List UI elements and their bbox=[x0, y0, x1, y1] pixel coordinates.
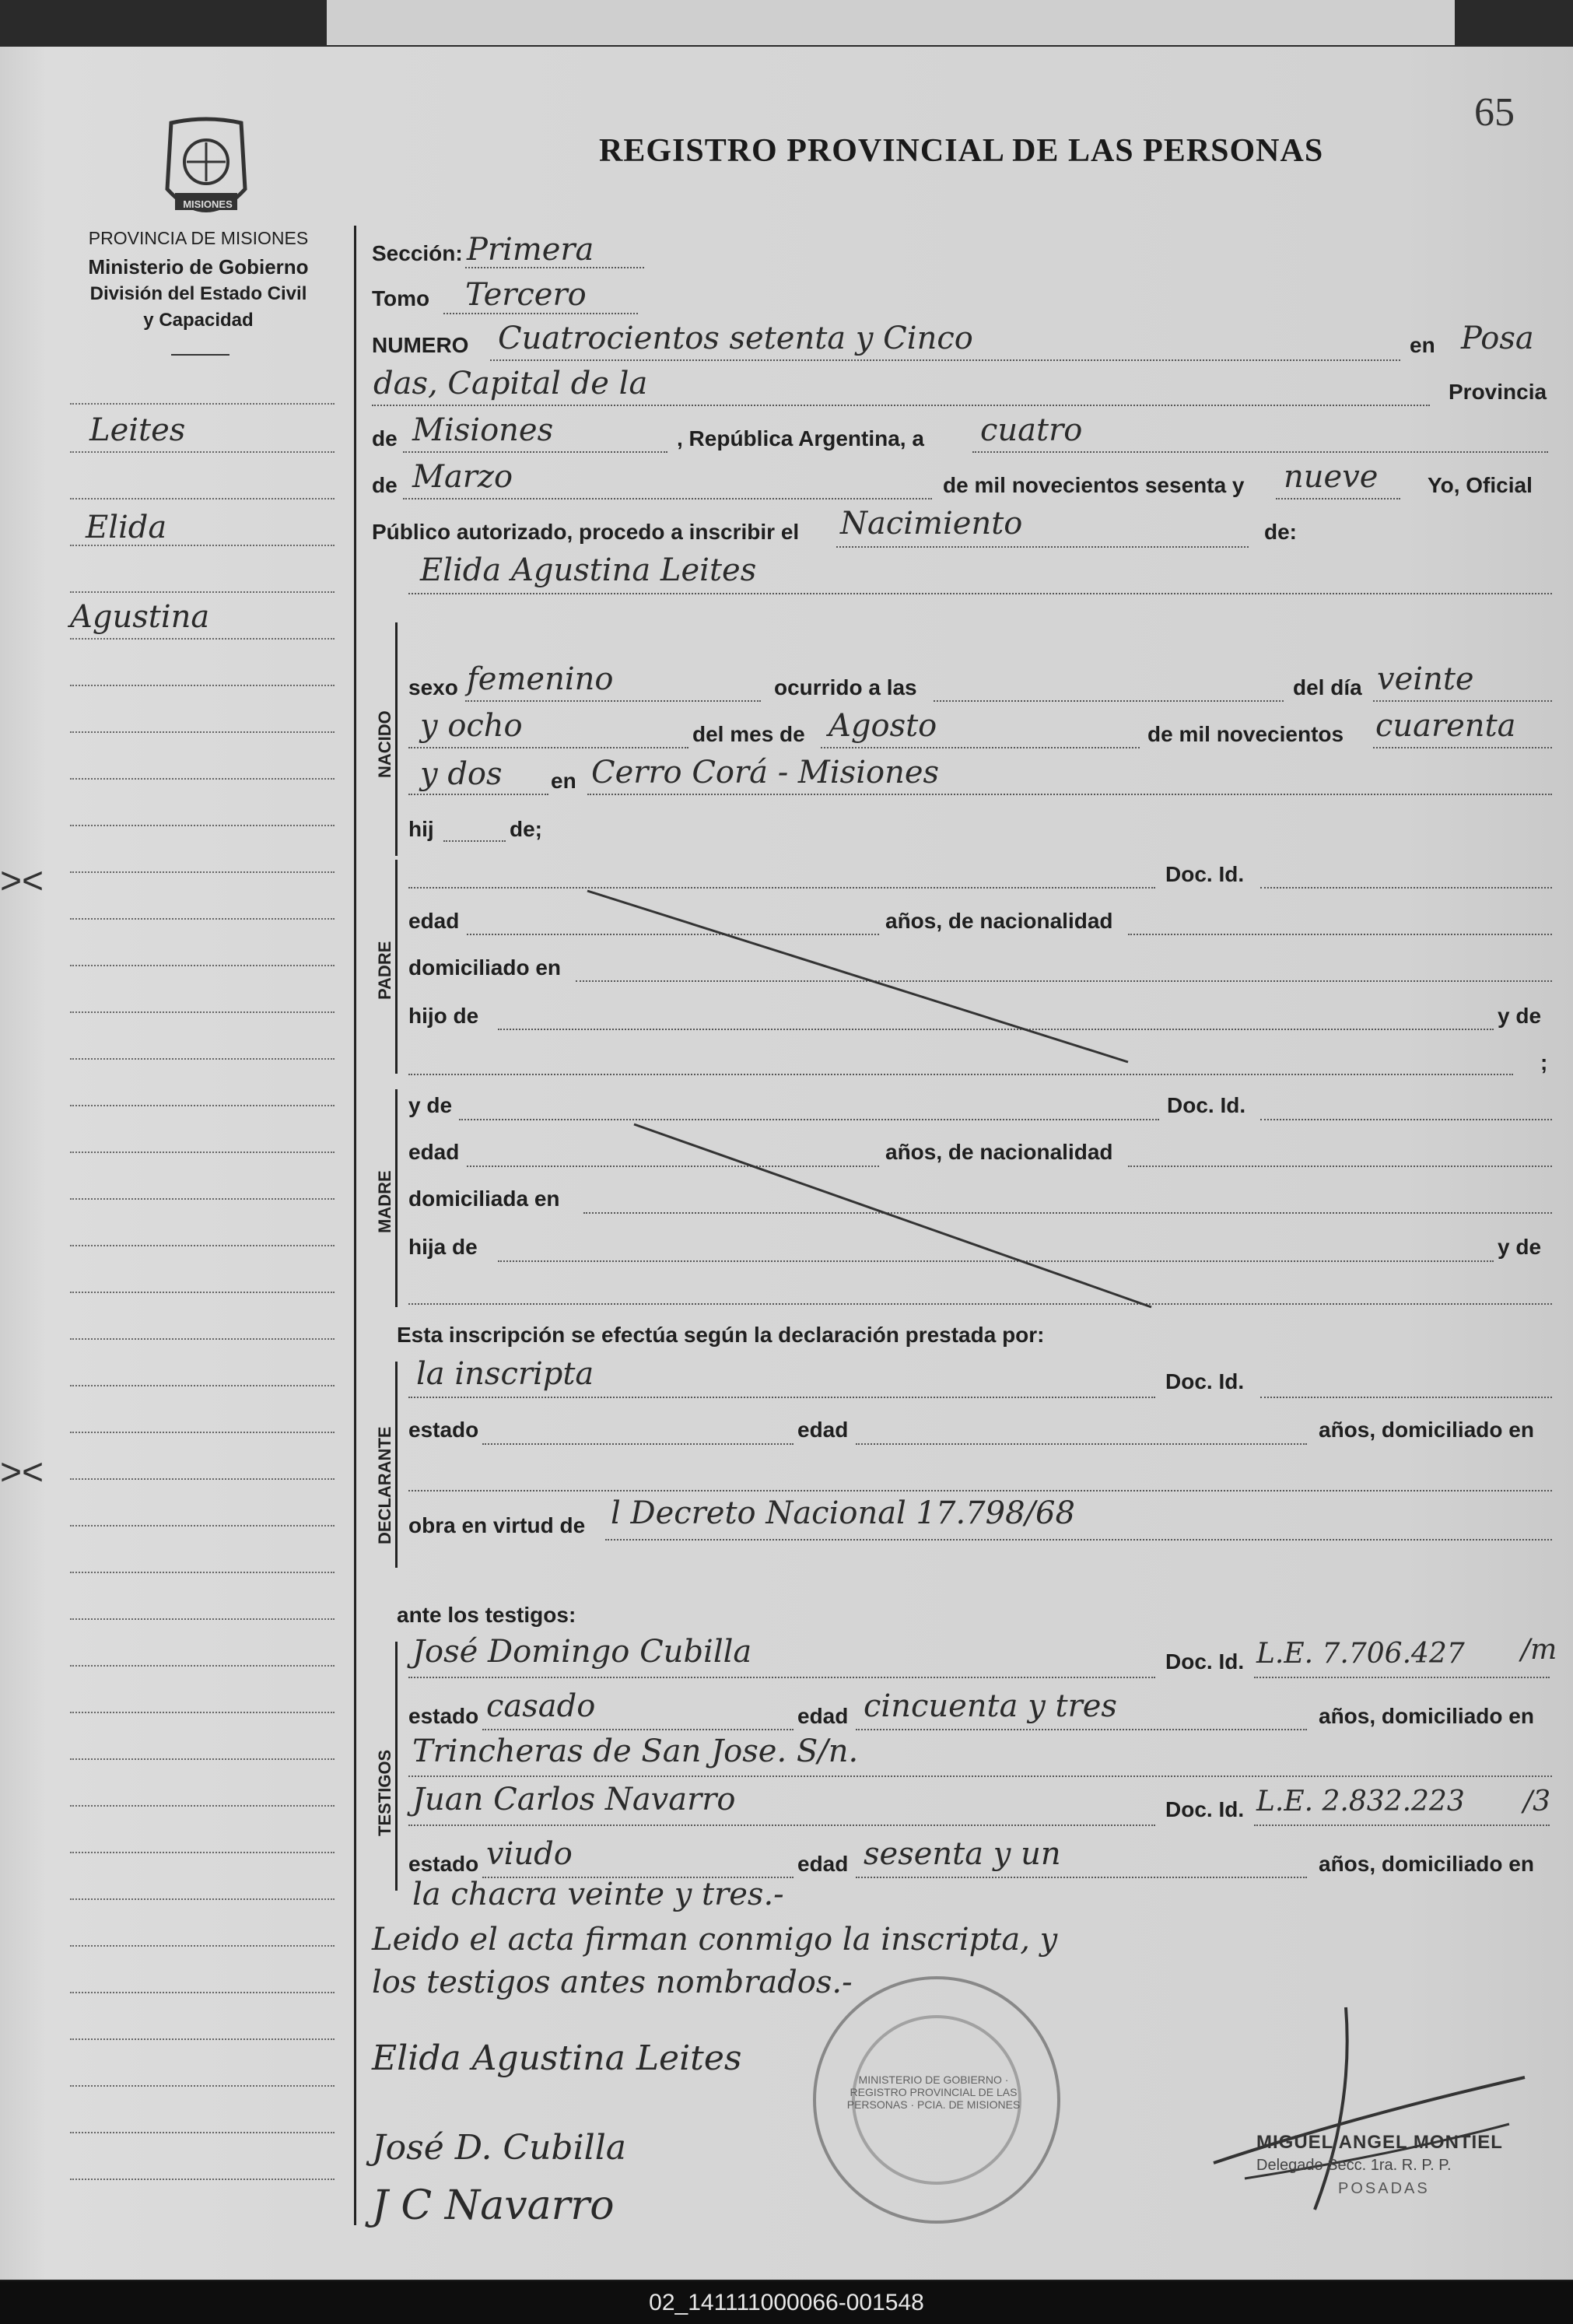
label-mil-sesenta: de mil novecientos sesenta y bbox=[943, 473, 1245, 497]
value-dia-nac-cont: y ocho bbox=[420, 708, 523, 744]
label-doc-id-padre: Doc. Id. bbox=[1165, 862, 1245, 886]
label-ante-testigos: ante los testigos: bbox=[397, 1603, 576, 1627]
label-hija-de: hija de bbox=[408, 1235, 478, 1259]
value-decreto: l Decreto Nacional 17.798/68 bbox=[611, 1495, 1075, 1531]
value-provincia: Misiones bbox=[412, 412, 554, 448]
signature-testigo2: J C Navarro bbox=[372, 2182, 615, 2229]
value-lugar-nac: Cerro Corá - Misiones bbox=[591, 755, 940, 790]
value-testigo1-domicilio: Trincheras de San Jose. S/n. bbox=[412, 1733, 859, 1769]
label-edad-padre: edad bbox=[408, 909, 460, 933]
value-anio-nac-cont: y dos bbox=[420, 756, 503, 792]
label-nacionalidad-padre: años, de nacionalidad bbox=[885, 909, 1113, 933]
value-testigo2-estado: viudo bbox=[486, 1836, 573, 1872]
signature-testigo1: José D. Cubilla bbox=[372, 2128, 627, 2168]
label-edad-declarante: edad bbox=[797, 1418, 849, 1442]
section-bracket-nacido bbox=[395, 622, 398, 856]
label-hijo-de: hijo de bbox=[408, 1004, 479, 1028]
official-city: POSADAS bbox=[1338, 2180, 1430, 2197]
value-nombre: Elida Agustina Leites bbox=[420, 552, 757, 588]
label-en-lugar: en bbox=[551, 769, 576, 793]
crest-icon bbox=[148, 115, 265, 232]
official-name: MIGUEL ANGEL MONTIEL bbox=[1256, 2132, 1503, 2153]
value-declarante: la inscripta bbox=[416, 1356, 594, 1392]
value-sexo: femenino bbox=[467, 661, 614, 697]
label-publico: Público autorizado, procedo a inscribir el bbox=[372, 520, 800, 544]
org-ministry: Ministerio de Gobierno bbox=[88, 255, 309, 279]
label-numero: NUMERO bbox=[372, 333, 469, 357]
section-label-declarante: DECLARANTE bbox=[375, 1426, 394, 1544]
page-title: REGISTRO PROVINCIAL DE LAS PERSONAS bbox=[599, 133, 1324, 169]
section-bracket-madre bbox=[395, 1089, 398, 1307]
label-edad-testigo1: edad bbox=[797, 1704, 849, 1728]
section-bracket-testigos bbox=[395, 1642, 398, 1891]
strike-line-padre bbox=[583, 887, 1144, 1066]
value-leido-linea1: Leido el acta firman conmigo la inscripta, y bbox=[372, 1922, 1058, 1958]
label-yo-oficial: Yo, Oficial bbox=[1428, 473, 1533, 497]
label-doc-id-declarante: Doc. Id. bbox=[1165, 1369, 1245, 1393]
value-leido-linea2: los testigos antes nombrados.- bbox=[372, 1965, 853, 2000]
label-inscripcion: Esta inscripción se efectúa según la declaración prestada por: bbox=[397, 1323, 1045, 1347]
value-testigo2: Juan Carlos Navarro bbox=[412, 1782, 736, 1817]
margin-note-firstname: Elida bbox=[86, 510, 167, 545]
label-estado-testigo1: estado bbox=[408, 1704, 479, 1728]
label-anos-dom-testigo1: años, domiciliado en bbox=[1319, 1704, 1534, 1728]
section-bracket-padre bbox=[395, 860, 398, 1074]
margin-note-surname: Leites bbox=[89, 412, 186, 448]
org-province: PROVINCIA DE MISIONES bbox=[88, 228, 309, 248]
label-anos-dom-declarante: años, domiciliado en bbox=[1319, 1418, 1534, 1442]
section-label-madre: MADRE bbox=[375, 1170, 394, 1233]
document-page bbox=[0, 47, 1573, 2280]
label-doc-id-testigo2: Doc. Id. bbox=[1165, 1797, 1245, 1821]
section-label-padre: PADRE bbox=[375, 941, 394, 1000]
label-estado-declarante: estado bbox=[408, 1418, 479, 1442]
value-testigo1-doc-suffix: /m bbox=[1521, 1634, 1557, 1666]
value-mes-nac: Agosto bbox=[829, 708, 937, 744]
label-mil-nov: de mil novecientos bbox=[1147, 722, 1344, 746]
label-provincia: Provincia bbox=[1449, 380, 1547, 404]
label-ocurrido: ocurrido a las bbox=[774, 675, 917, 699]
label-republica: , República Argentina, a bbox=[677, 426, 924, 450]
stamp-text: MINISTERIO DE GOBIERNO · REGISTRO PROVINCIAL DE LAS PERSONAS · PCIA. DE MISIONES bbox=[846, 2073, 1021, 2111]
label-de-colon: de: bbox=[1264, 520, 1297, 544]
section-label-testigos: TESTIGOS bbox=[375, 1749, 394, 1836]
label-y-de-madre: y de bbox=[408, 1093, 453, 1117]
value-en-lugar: Posa bbox=[1461, 321, 1534, 356]
label-hij: hij bbox=[408, 817, 434, 841]
value-numero: Cuatrocientos setenta y Cinco bbox=[498, 321, 973, 356]
value-acto: Nacimiento bbox=[840, 506, 1023, 542]
margin-note-middlename: Agustina bbox=[70, 599, 210, 635]
label-estado-testigo2: estado bbox=[408, 1852, 479, 1876]
value-seccion: Primera bbox=[467, 232, 594, 268]
label-del-mes: del mes de bbox=[692, 722, 805, 746]
label-nacionalidad-madre: años, de nacionalidad bbox=[885, 1140, 1113, 1164]
label-tomo: Tomo bbox=[372, 286, 430, 310]
margin-divider bbox=[354, 226, 356, 2225]
scan-identifier: 02_141111000066-001548 bbox=[0, 2281, 1573, 2324]
value-anio-acta: nueve bbox=[1284, 459, 1379, 495]
label-de-semi: de; bbox=[510, 817, 542, 841]
org-divider bbox=[171, 354, 229, 356]
value-anio-nac: cuarenta bbox=[1375, 708, 1516, 744]
label-obra: obra en virtud de bbox=[408, 1513, 586, 1537]
label-edad-testigo2: edad bbox=[797, 1852, 849, 1876]
value-testigo1-edad: cincuenta y tres bbox=[864, 1688, 1117, 1724]
label-en: en bbox=[1410, 333, 1435, 357]
value-dia-acta: cuatro bbox=[980, 412, 1083, 448]
value-dia-nac: veinte bbox=[1377, 661, 1474, 697]
section-label-nacido: NACIDO bbox=[375, 710, 394, 778]
org-division: División del Estado Civil bbox=[89, 283, 307, 304]
label-edad-madre: edad bbox=[408, 1140, 460, 1164]
label-doc-id-testigo1: Doc. Id. bbox=[1165, 1649, 1245, 1674]
label-y-de-madre2: y de bbox=[1498, 1235, 1542, 1259]
page-number: 65 bbox=[1474, 90, 1515, 135]
signature-inscripta: Elida Agustina Leites bbox=[372, 2038, 742, 2078]
previous-page-edge bbox=[327, 0, 1455, 45]
label-seccion: Sección: bbox=[372, 241, 463, 265]
value-testigo2-domicilio: la chacra veinte y tres.- bbox=[412, 1877, 784, 1912]
label-de: de bbox=[372, 426, 398, 450]
label-sexo: sexo bbox=[408, 675, 458, 699]
label-domiciliada-madre: domiciliada en bbox=[408, 1187, 560, 1211]
org-capacity: y Capacidad bbox=[143, 310, 254, 331]
label-anos-dom-testigo2: años, domiciliado en bbox=[1319, 1852, 1534, 1876]
binder-hole-top: >< bbox=[0, 861, 44, 902]
binder-hole-bottom: >< bbox=[0, 1452, 44, 1493]
value-mes-acta: Marzo bbox=[412, 459, 513, 495]
value-testigo1-estado: casado bbox=[486, 1688, 596, 1724]
value-testigo2-edad: sesenta y un bbox=[864, 1836, 1061, 1872]
value-testigo2-doc-suffix: /3 bbox=[1523, 1786, 1551, 1817]
label-domiciliado-padre: domiciliado en bbox=[408, 955, 562, 980]
official-role: Delegado Secc. 1ra. R. P. P. bbox=[1256, 2157, 1452, 2174]
crest-label: MISIONES bbox=[183, 198, 233, 210]
value-testigo1-doc: L.E. 7.706.427 bbox=[1256, 1638, 1465, 1670]
value-tomo: Tercero bbox=[465, 277, 587, 313]
label-semicolon: ; bbox=[1540, 1050, 1548, 1074]
label-doc-id-madre: Doc. Id. bbox=[1167, 1093, 1246, 1117]
value-testigo2-doc: L.E. 2.832.223 bbox=[1256, 1786, 1465, 1817]
label-de-mes: de bbox=[372, 473, 398, 497]
label-y-de-padre: y de bbox=[1498, 1004, 1542, 1028]
value-lugar-continuacion: das, Capital de la bbox=[373, 366, 648, 401]
section-bracket-declarante bbox=[395, 1362, 398, 1568]
strike-line-madre bbox=[630, 1120, 1159, 1315]
label-del-dia: del día bbox=[1293, 675, 1362, 699]
value-testigo1: José Domingo Cubilla bbox=[412, 1634, 752, 1670]
